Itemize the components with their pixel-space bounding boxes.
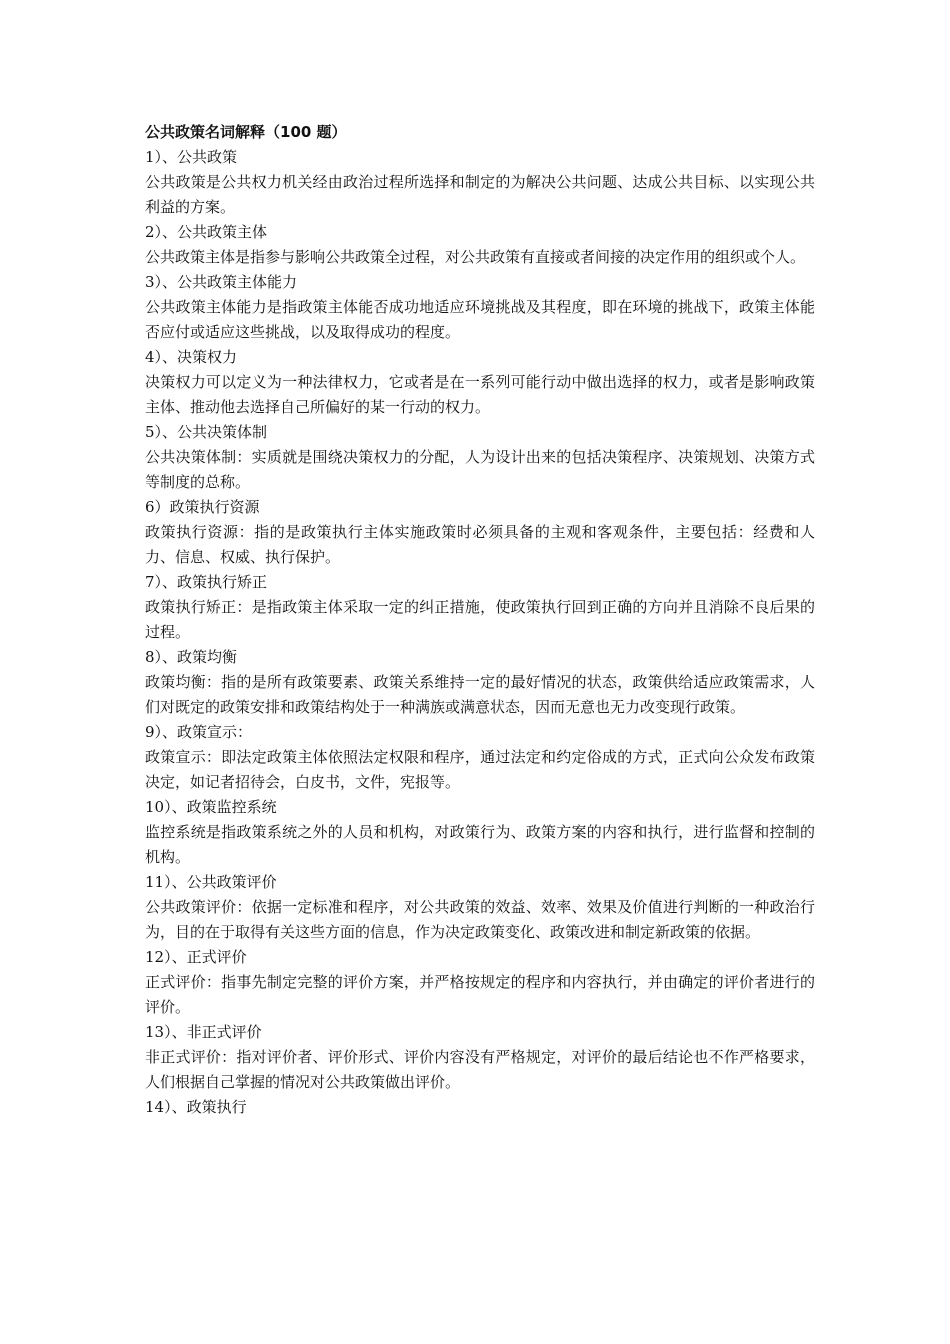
entry-11 bbox=[145, 870, 815, 945]
entry-7 bbox=[145, 570, 815, 645]
entry-9 bbox=[145, 720, 815, 795]
entry-term: 9）、政策宣示： bbox=[145, 723, 253, 741]
entry-definition: 监控系统是指政策系统之外的人员和机构，对政策行为、政策方案的内容和执行，进行监督和控制的机构。 bbox=[145, 823, 815, 866]
entry-14 bbox=[145, 1095, 815, 1120]
entry-term: 11）、公共政策评价 bbox=[145, 873, 277, 891]
entry-definition: 政策执行矫正：是指政策主体采取一定的纠正措施，使政策执行回到正确的方向并且消除不良后果的过程。 bbox=[145, 598, 815, 641]
entry-definition: 政策均衡：指的是所有政策要素、政策关系维持一定的最好情况的状态，政策供给适应政策需求，人们对既定的政策安排和政策结构处于一种满族或满意状态，因而无意也无力改变现行政策。 bbox=[145, 673, 815, 716]
document-title: 公共政策名词解释（100 题） bbox=[145, 123, 347, 141]
entry-term: 7）、政策执行矫正 bbox=[145, 573, 268, 591]
entry-term: 13）、非正式评价 bbox=[145, 1023, 262, 1041]
entry-term: 5）、公共决策体制 bbox=[145, 423, 268, 441]
entry-definition: 公共决策体制：实质就是围绕决策权力的分配，人为设计出来的包括决策程序、决策规划、决策方式等制度的总称。 bbox=[145, 448, 815, 491]
entry-term: 4）、决策权力 bbox=[145, 348, 238, 366]
entry-12 bbox=[145, 945, 815, 1020]
entry-definition: 非正式评价：指对评价者、评价形式、评价内容没有严格规定，对评价的最后结论也不作严格要求，人们根据自己掌握的情况对公共政策做出评价。 bbox=[145, 1048, 815, 1091]
entry-10 bbox=[145, 795, 815, 870]
entry-2 bbox=[145, 220, 815, 270]
entry-definition: 公共政策是公共权力机关经由政治过程所选择和制定的为解决公共问题、达成公共目标、以实现公共利益的方案。 bbox=[145, 173, 815, 216]
entry-term: 12）、正式评价 bbox=[145, 948, 247, 966]
entry-definition: 正式评价：指事先制定完整的评价方案，并严格按规定的程序和内容执行，并由确定的评价者进行的评价。 bbox=[145, 973, 815, 1016]
entry-term: 10）、政策监控系统 bbox=[145, 798, 277, 816]
entry-13 bbox=[145, 1020, 815, 1095]
entry-1 bbox=[145, 145, 815, 220]
document-page bbox=[145, 120, 815, 1120]
entry-term: 3）、公共政策主体能力 bbox=[145, 273, 298, 291]
entry-8 bbox=[145, 645, 815, 720]
entry-definition: 公共政策评价：依据一定标准和程序，对公共政策的效益、效率、效果及价值进行判断的一种政治行为，目的在于取得有关这些方面的信息，作为决定政策变化、政策改进和制定新政策的依据。 bbox=[145, 898, 815, 941]
entry-definition: 公共政策主体能力是指政策主体能否成功地适应环境挑战及其程度，即在环境的挑战下，政策主体能否应付或适应这些挑战，以及取得成功的程度。 bbox=[145, 298, 815, 341]
entry-term: 1）、公共政策 bbox=[145, 148, 238, 166]
entry-definition: 政策执行资源：指的是政策执行主体实施政策时必须具备的主观和客观条件，主要包括：经费和人力、信息、权威、执行保护。 bbox=[145, 523, 815, 566]
entry-definition: 决策权力可以定义为一种法律权力，它或者是在一系列可能行动中做出选择的权力，或者是影响政策主体、推动他去选择自己所偏好的某一行动的权力。 bbox=[145, 373, 815, 416]
entry-3 bbox=[145, 270, 815, 345]
entry-6 bbox=[145, 495, 815, 570]
entry-term: 6）政策执行资源 bbox=[145, 498, 260, 516]
entry-definition: 公共政策主体是指参与影响公共政策全过程，对公共政策有直接或者间接的决定作用的组织或个人。 bbox=[145, 248, 806, 266]
entry-definition: 政策宣示：即法定政策主体依照法定权限和程序，通过法定和约定俗成的方式，正式向公众发布政策决定，如记者招待会，白皮书，文件，宪报等。 bbox=[145, 748, 815, 791]
entry-4 bbox=[145, 345, 815, 420]
entry-term: 2）、公共政策主体 bbox=[145, 223, 268, 241]
entry-term: 8）、政策均衡 bbox=[145, 648, 238, 666]
entry-term: 14）、政策执行 bbox=[145, 1098, 247, 1116]
entry-5 bbox=[145, 420, 815, 495]
